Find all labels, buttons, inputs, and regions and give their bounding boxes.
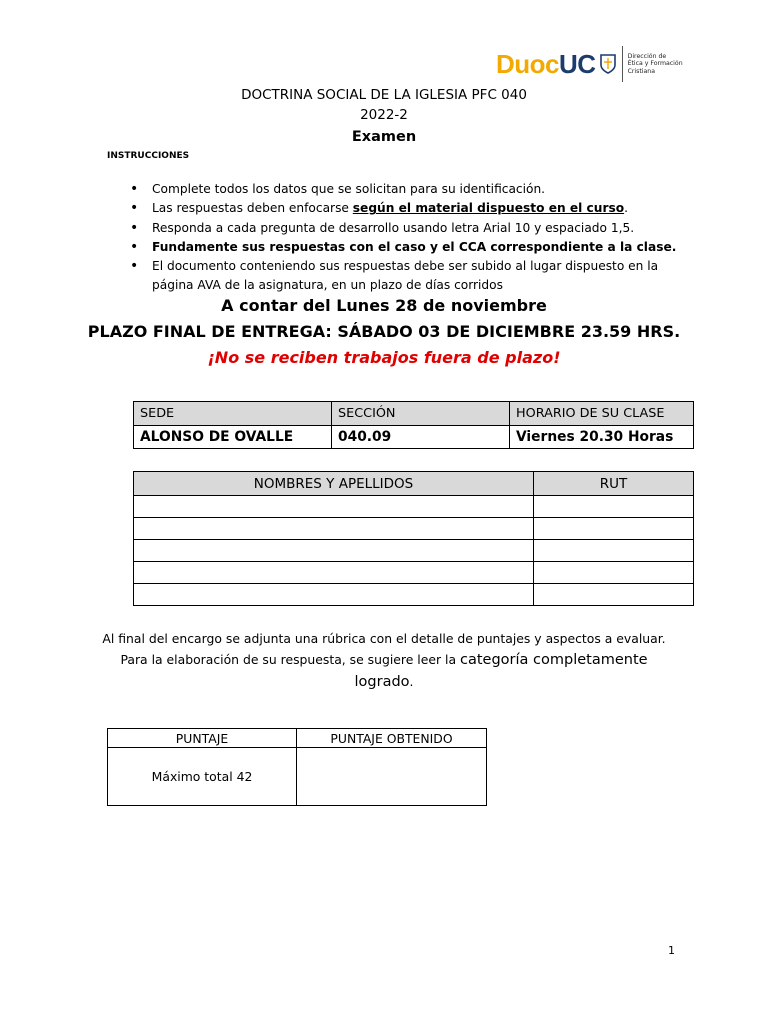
rubric-line: Al final del encargo se adjunta una rúbrica con el detalle de puntajes y aspectos a evaluar. [102, 631, 666, 646]
table-row [134, 426, 694, 449]
rubric-text: Para la elaboración de su respuesta, se sugiere leer la [120, 652, 460, 667]
logo-brand-accent: UC [559, 49, 596, 79]
logo-dept-line: Dirección de [627, 52, 667, 60]
table-cell: ALONSO DE OVALLE [134, 426, 332, 449]
document-exam-label: Examen [351, 129, 417, 145]
deadline: PLAZO FINAL DE ENTREGA: SÁBADO 03 DE DICIEMBRE 23.59 HRS. [87, 322, 681, 341]
instruction-emphasis: según el material dispuesto en el curso [352, 201, 625, 216]
max-score-cell: Máximo total 42 [108, 748, 297, 806]
table-row [108, 748, 487, 806]
instructions-heading: INSTRUCCIONES [107, 151, 190, 161]
table-header-cell: SECCIÓN [332, 402, 510, 426]
table-header-cell: PUNTAJE [108, 729, 297, 748]
table-row [134, 540, 694, 562]
rut-cell[interactable] [534, 562, 694, 584]
rubric-line [0, 671, 768, 693]
table-row [134, 584, 694, 606]
table-header-row [134, 472, 694, 496]
late-warning: ¡No se reciben trabajos fuera de plazo! [207, 348, 561, 367]
document-period: 2022-2 [360, 107, 408, 123]
rubric-emphasis: categoría completamente [460, 652, 648, 668]
rut-cell[interactable] [534, 540, 694, 562]
rubric-note [0, 628, 768, 693]
score-table [107, 728, 487, 806]
name-cell[interactable] [134, 584, 534, 606]
shield-icon [599, 53, 617, 75]
name-cell[interactable] [134, 562, 534, 584]
instruction-text: Responda a cada pregunta de desarrollo usando letra Arial 10 y espaciado 1,5. [152, 220, 635, 235]
instruction-text-bold: Fundamente sus respuestas con el caso y el CCA correspondiente a la clase. [152, 239, 677, 254]
table-header-row [134, 402, 694, 426]
instruction-item [130, 180, 690, 199]
name-cell[interactable] [134, 518, 534, 540]
rubric-emphasis: logrado [354, 674, 410, 690]
logo-brand-main: Duoc [496, 49, 559, 79]
logo-dept-line: Ética y Formación [627, 60, 683, 68]
table-cell: Viernes 20.30 Horas [510, 426, 694, 449]
table-row [134, 562, 694, 584]
obtained-score-cell[interactable] [297, 748, 487, 806]
instruction-item [130, 257, 690, 296]
rubric-text: . [409, 674, 414, 689]
table-header-cell: NOMBRES Y APELLIDOS [134, 472, 534, 496]
table-header-cell: PUNTAJE OBTENIDO [297, 729, 487, 748]
page-number: 1 [668, 944, 675, 957]
instructions-list [130, 180, 690, 296]
table-header-cell: HORARIO DE SU CLASE [510, 402, 694, 426]
document-title: DOCTRINA SOCIAL DE LA IGLESIA PFC 040 [241, 87, 527, 103]
instruction-text: Complete todos los datos que se solicitan para su identificación. [152, 182, 546, 196]
logo-dept-line: Cristiana [627, 67, 656, 75]
name-cell[interactable] [134, 540, 534, 562]
table-header-cell: SEDE [134, 402, 332, 426]
table-header-row [108, 729, 487, 748]
course-info-table [133, 401, 694, 449]
table-row [134, 518, 694, 540]
instruction-item [130, 238, 690, 257]
start-date: A contar del Lunes 28 de noviembre [221, 296, 547, 315]
name-cell[interactable] [134, 496, 534, 518]
logo-divider [622, 46, 623, 82]
instruction-text: Las respuestas deben enfocarse [152, 201, 353, 216]
instruction-item [130, 199, 690, 218]
table-cell: 040.09 [332, 426, 510, 449]
rut-cell[interactable] [534, 518, 694, 540]
instruction-text: . [624, 201, 628, 216]
students-table [133, 471, 694, 606]
instruction-text: El documento conteniendo sus respuestas debe ser subido al lugar dispuesto en la página AVA de la asignatura, en un plazo de días corridos [152, 259, 659, 293]
table-header-cell: RUT [534, 472, 694, 496]
logo-department [628, 53, 683, 75]
instruction-item [130, 219, 690, 238]
rut-cell[interactable] [534, 584, 694, 606]
rut-cell[interactable] [534, 496, 694, 518]
duoc-uc-logo [496, 44, 683, 84]
table-row [134, 496, 694, 518]
rubric-line [0, 649, 768, 671]
